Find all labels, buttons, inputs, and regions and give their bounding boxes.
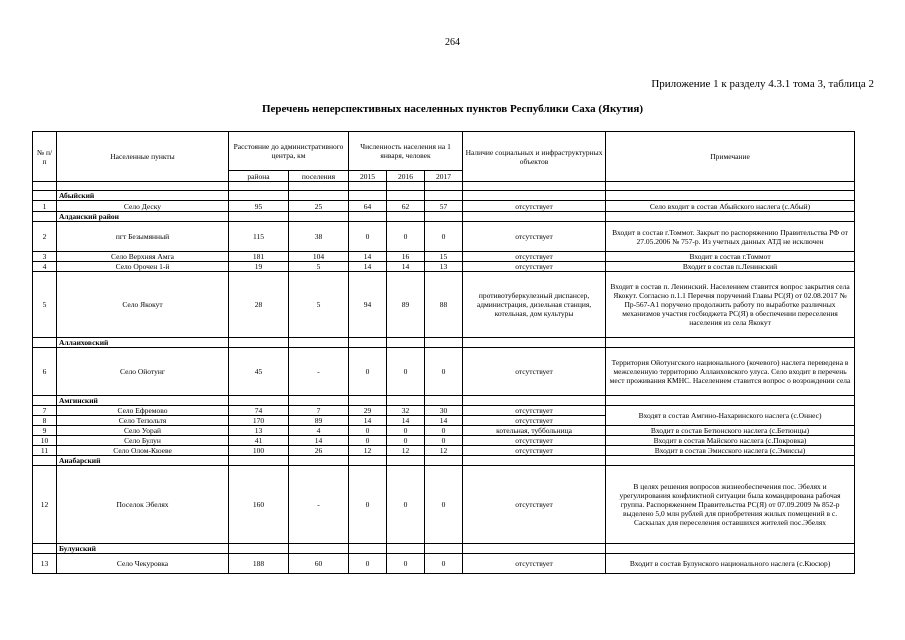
cell-pop-2015: 0: [349, 436, 387, 446]
col-header-settlement: Населенные пункты: [57, 132, 229, 182]
cell-social: противотуберкулезный диспансер, администрация, дизельная станция, котельная, дом культуры: [463, 272, 606, 338]
table-row: [33, 406, 855, 416]
table-row: [33, 348, 855, 396]
table-row: [33, 426, 855, 436]
cell-social: котельная, туббольница: [463, 426, 606, 436]
cell-name: Село Деску: [57, 201, 229, 212]
cell-social: отсутствует: [463, 446, 606, 456]
cell-num: 7: [33, 406, 57, 416]
cell-name: Село Орочен 1-й: [57, 262, 229, 272]
page-number: 264: [445, 37, 460, 48]
cell-note: Входит в состав Булунского национального наслега (с.Кюсюр): [606, 554, 855, 574]
cell-num: 5: [33, 272, 57, 338]
col-header-2017: 2017: [425, 171, 463, 182]
cell-dist-district: 41: [229, 436, 289, 446]
cell-social: отсутствует: [463, 436, 606, 446]
cell-note: В целях решения вопросов жизнеобеспечения пос. Эбелях и урегулирования конфликтной ситуации была командирована рабочая группа. Распоряжением Правительства РС(Я) от 07.09.2009 № 852-р выделено 5,0 млн рублей для приобретения жилых помещений в с. Саскылах для переселения оставшихся жителей пос.Эбелях: [606, 466, 855, 544]
cell-pop-2017: 13: [425, 262, 463, 272]
cell-pop-2016: 62: [387, 201, 425, 212]
cell-dist-district: 13: [229, 426, 289, 436]
cell-pop-2016: 0: [387, 466, 425, 544]
region-row: [33, 544, 855, 554]
cell-dist-settlement: 14: [289, 436, 349, 446]
cell-num: 9: [33, 426, 57, 436]
cell-dist-district: 170: [229, 416, 289, 426]
cell-pop-2017: 88: [425, 272, 463, 338]
table-row: [33, 446, 855, 456]
cell-num: 4: [33, 262, 57, 272]
cell-note: Входит в состав Майского наслега (с.Покровка): [606, 436, 855, 446]
cell-pop-2015: 64: [349, 201, 387, 212]
cell-social: отсутствует: [463, 554, 606, 574]
table-row: [33, 466, 855, 544]
cell-pop-2016: 0: [387, 554, 425, 574]
cell-dist-district: 95: [229, 201, 289, 212]
cell-name: Село Ефремово: [57, 406, 229, 416]
col-header-num: № п/п: [33, 132, 57, 182]
cell-pop-2015: 0: [349, 554, 387, 574]
cell-num: 8: [33, 416, 57, 426]
cell-dist-district: 115: [229, 222, 289, 252]
cell-dist-settlement: 5: [289, 262, 349, 272]
cell-social: отсутствует: [463, 222, 606, 252]
cell-note: Входит в состав Бетюнского наслега (с.Бетюнцы): [606, 426, 855, 436]
cell-pop-2016: 14: [387, 416, 425, 426]
cell-pop-2015: 14: [349, 262, 387, 272]
blank-row: [33, 182, 855, 191]
cell-num: 3: [33, 252, 57, 262]
cell-name: Село Ойотунг: [57, 348, 229, 396]
cell-pop-2016: 32: [387, 406, 425, 416]
cell-pop-2017: 0: [425, 426, 463, 436]
cell-name: пгт Безымянный: [57, 222, 229, 252]
region-row: [33, 338, 855, 348]
table-row: [33, 272, 855, 338]
cell-pop-2016: 0: [387, 222, 425, 252]
region-row: [33, 191, 855, 201]
cell-pop-2017: 0: [425, 222, 463, 252]
col-header-population: Численность населения на 1 января, человек: [349, 132, 463, 171]
cell-pop-2017: 0: [425, 348, 463, 396]
cell-dist-settlement: 60: [289, 554, 349, 574]
table-row: [33, 201, 855, 212]
col-header-distance: Расстояние до административного центра, км: [229, 132, 349, 171]
cell-dist-district: 19: [229, 262, 289, 272]
cell-dist-district: 100: [229, 446, 289, 456]
cell-pop-2015: 12: [349, 446, 387, 456]
cell-pop-2016: 12: [387, 446, 425, 456]
cell-pop-2016: 14: [387, 262, 425, 272]
settlements-table: [32, 131, 855, 574]
cell-num: 1: [33, 201, 57, 212]
appendix-reference: Приложение 1 к разделу 4.3.1 тома 3, таблица 2: [651, 78, 874, 90]
cell-pop-2017: 57: [425, 201, 463, 212]
table-row: [33, 252, 855, 262]
table-row: [33, 262, 855, 272]
cell-name: Село Чекуровка: [57, 554, 229, 574]
cell-social: отсутствует: [463, 466, 606, 544]
cell-note: Входит в состав п.Ленинский: [606, 262, 855, 272]
cell-name: Село Якокут: [57, 272, 229, 338]
cell-dist-settlement: 38: [289, 222, 349, 252]
region-name: Анабарский: [57, 456, 229, 466]
cell-dist-district: 28: [229, 272, 289, 338]
cell-note: Территория Ойотунгского национального (кочевого) наслега переведена в межселенную территорию Аллаиховского улуса. Село входит в перечень мест проживания КМНС. Населением ставится вопрос о возрождении села: [606, 348, 855, 396]
cell-pop-2016: 89: [387, 272, 425, 338]
cell-dist-settlement: 5: [289, 272, 349, 338]
cell-pop-2015: 0: [349, 348, 387, 396]
region-name: Амгинский: [57, 396, 229, 406]
cell-dist-settlement: 26: [289, 446, 349, 456]
cell-social: отсутствует: [463, 406, 606, 416]
cell-note: Входит в состав Эмисского наслега (с.Эмиссы): [606, 446, 855, 456]
cell-name: Село Верхняя Амга: [57, 252, 229, 262]
cell-name: Поселок Эбелях: [57, 466, 229, 544]
region-name: Алданский район: [57, 212, 229, 222]
cell-dist-district: 74: [229, 406, 289, 416]
cell-num: 11: [33, 446, 57, 456]
cell-note: Входят в состав Амгино-Нахаринского наслега (с.Оннес): [606, 406, 855, 426]
cell-pop-2017: 12: [425, 446, 463, 456]
cell-dist-settlement: -: [289, 466, 349, 544]
col-header-social: Наличие социальных и инфраструктурных объектов: [463, 132, 606, 182]
cell-pop-2015: 0: [349, 426, 387, 436]
header-row: [33, 132, 855, 171]
cell-name: Село Олом-Кюеве: [57, 446, 229, 456]
cell-dist-district: 188: [229, 554, 289, 574]
cell-social: отсутствует: [463, 262, 606, 272]
cell-note: Село входит в состав Абыйского наслега (с.Абый): [606, 201, 855, 212]
cell-dist-settlement: 104: [289, 252, 349, 262]
cell-pop-2016: 0: [387, 348, 425, 396]
cell-pop-2017: 14: [425, 416, 463, 426]
region-row: [33, 396, 855, 406]
cell-dist-district: 181: [229, 252, 289, 262]
cell-social: отсутствует: [463, 348, 606, 396]
cell-pop-2017: 15: [425, 252, 463, 262]
cell-pop-2017: 0: [425, 554, 463, 574]
cell-pop-2017: 0: [425, 436, 463, 446]
cell-dist-district: 45: [229, 348, 289, 396]
table-row: [33, 436, 855, 446]
col-header-2015: 2015: [349, 171, 387, 182]
cell-note: Входит в состав г.Томмот. Закрыт по распоряжению Правительства РФ от 27.05.2006 № 757-р. Из учетных данных АТД не исключен: [606, 222, 855, 252]
col-header-2016: 2016: [387, 171, 425, 182]
cell-pop-2015: 14: [349, 252, 387, 262]
col-header-dist-settlement: поселения: [289, 171, 349, 182]
cell-num: 10: [33, 436, 57, 446]
cell-dist-settlement: 4: [289, 426, 349, 436]
cell-pop-2016: 0: [387, 426, 425, 436]
cell-pop-2015: 0: [349, 222, 387, 252]
region-row: [33, 456, 855, 466]
cell-dist-settlement: 25: [289, 201, 349, 212]
cell-pop-2015: 0: [349, 466, 387, 544]
region-name: Булунский: [57, 544, 229, 554]
cell-social: отсутствует: [463, 201, 606, 212]
cell-dist-settlement: 89: [289, 416, 349, 426]
cell-pop-2017: 0: [425, 466, 463, 544]
cell-pop-2016: 0: [387, 436, 425, 446]
col-header-dist-district: района: [229, 171, 289, 182]
cell-name: Село Уорай: [57, 426, 229, 436]
cell-pop-2016: 16: [387, 252, 425, 262]
cell-dist-settlement: 7: [289, 406, 349, 416]
cell-social: отсутствует: [463, 416, 606, 426]
col-header-note: Примечание: [606, 132, 855, 182]
cell-dist-settlement: -: [289, 348, 349, 396]
cell-num: 12: [33, 466, 57, 544]
region-name: Аллаиховский: [57, 338, 229, 348]
cell-name: Село Булун: [57, 436, 229, 446]
cell-pop-2015: 29: [349, 406, 387, 416]
cell-note: Входит в состав п. Ленинский. Населением ставится вопрос закрытия села Якокут. Согласно п.1.1 Перечня поручений Главы РС(Я) от 02.08.2017 № Пр-567-А1 поручено продолжить работу по выработке различных механизмов участия госбюджета РС(Я) в обеспечении переселения населения из села Якокут: [606, 272, 855, 338]
cell-note: Входит в состав г.Томмот: [606, 252, 855, 262]
cell-dist-district: 160: [229, 466, 289, 544]
cell-name: Село Тегюльтя: [57, 416, 229, 426]
region-name: Абыйский: [57, 191, 229, 201]
cell-pop-2015: 14: [349, 416, 387, 426]
cell-num: 13: [33, 554, 57, 574]
cell-pop-2015: 94: [349, 272, 387, 338]
region-row: [33, 212, 855, 222]
table-row: [33, 554, 855, 574]
cell-pop-2017: 30: [425, 406, 463, 416]
document-title: Перечень неперспективных населенных пунктов Республики Саха (Якутия): [261, 103, 644, 115]
cell-social: отсутствует: [463, 252, 606, 262]
cell-num: 6: [33, 348, 57, 396]
table-row: [33, 222, 855, 252]
cell-num: 2: [33, 222, 57, 252]
